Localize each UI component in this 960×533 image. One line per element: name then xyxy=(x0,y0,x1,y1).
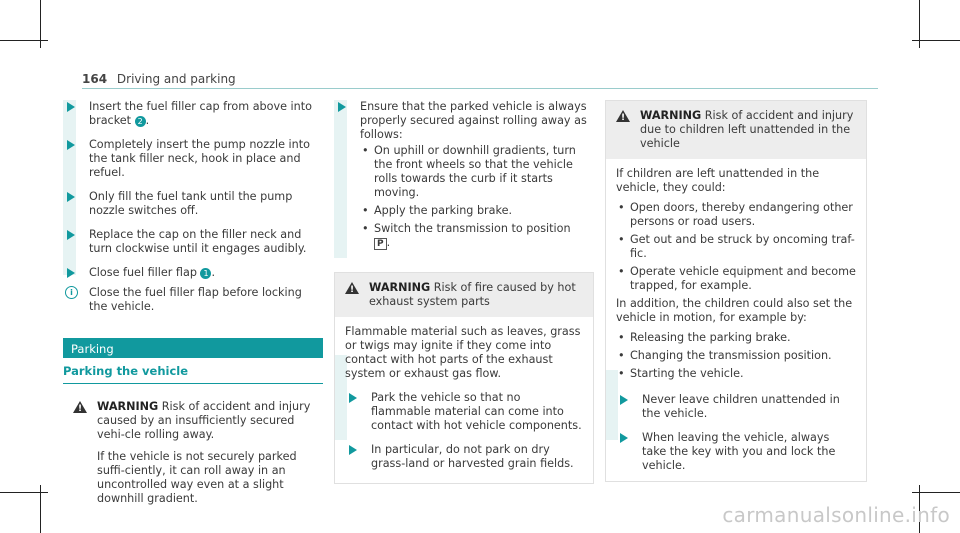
instruction-step: Replace the cap on the filler neck and turn clockwise until it engages audibly. xyxy=(63,228,323,256)
section-heading: Parking xyxy=(63,338,323,358)
subheading: Parking the vehicle xyxy=(63,364,323,384)
warning-box xyxy=(334,272,594,484)
warning-box xyxy=(605,100,867,482)
warning-icon xyxy=(73,401,87,413)
instruction-step: Insert the fuel filler cap from above into bracket 2 . xyxy=(63,100,323,128)
list-item: • Releasing the parking brake. xyxy=(616,331,856,345)
instruction-step: Only fill the fuel tank until the pump nozzle switches off. xyxy=(63,190,323,218)
arrow-icon xyxy=(620,433,628,443)
arrow-icon xyxy=(67,230,75,240)
instruction-step: In particular, do not park on dry grass-land or harvested grain fields. xyxy=(345,443,583,471)
warning-header: ! WARNING Risk of accident and injury caused by an insufficiently secured vehi-cle rolling away. xyxy=(63,400,323,450)
page-title: Driving and parking xyxy=(116,72,236,86)
transmission-p-icon: P xyxy=(374,238,387,250)
instruction-step: Park the vehicle so that no flammable material can come into contact with hot vehicle components. xyxy=(345,391,583,433)
warning-icon xyxy=(345,282,359,294)
warning-header: ! WARNING Risk of accident and injury due to children left unattended in the vehicle xyxy=(606,101,866,159)
column-middle xyxy=(334,100,594,484)
warning-body: Flammable material such as leaves, grass or twigs may ignite if they come into contact with hot parts of the exhaust system or exhaust gas flow. Park the vehicle so that no flammable material can come into contact with hot vehicle components. In particular, do not park on dry grass-land or harvested grain fields. xyxy=(345,325,582,470)
crop-mark xyxy=(0,492,48,493)
arrow-icon xyxy=(67,102,75,112)
list-item: • On uphill or downhill gradients, turn the front wheels so that the vehicle rolls towards the curb if it starts moving. xyxy=(360,144,594,200)
list-item: • Apply the parking brake. xyxy=(360,204,594,218)
list-item: • Switch the transmission to position P . xyxy=(360,222,594,250)
bullet-list xyxy=(616,201,856,293)
list-item: • Get out and be struck by oncoming traf-fic. xyxy=(616,233,856,261)
arrow-icon xyxy=(349,445,357,455)
instruction-step: Never leave children unattended in the vehicle. xyxy=(616,393,856,421)
list-item: • Open doors, thereby endangering other persons or road users. xyxy=(616,201,856,229)
crop-mark xyxy=(0,40,48,41)
instruction-step: Ensure that the parked vehicle is always properly secured against rolling away as follows: • On uphill or downhill gradients, turn the front wheels so that the vehicle rolls towards the curb if it starts moving. • Apply the parking brake. • Switch the transmission to position P . xyxy=(334,100,594,250)
list-item: • Starting the vehicle. xyxy=(616,367,856,381)
arrow-icon xyxy=(338,102,346,112)
column-left xyxy=(63,100,323,514)
bullet-list xyxy=(616,331,856,381)
arrow-icon xyxy=(67,192,75,202)
info-note: i Close the fuel filler flap before locking the vehicle. xyxy=(63,286,323,314)
crop-mark xyxy=(912,492,960,493)
instruction-step: Completely insert the pump nozzle into the tank filler neck, hook in place and refuel. xyxy=(63,138,323,180)
arrow-icon xyxy=(67,268,75,278)
info-icon: i xyxy=(65,286,78,299)
header-divider xyxy=(82,88,878,89)
arrow-icon xyxy=(67,140,75,150)
bullet-list xyxy=(360,144,594,250)
crop-mark xyxy=(912,40,960,41)
arrow-icon xyxy=(349,393,357,403)
instruction-step: Close fuel filler flap 1 . xyxy=(63,266,323,280)
callout-badge: 2 xyxy=(135,116,146,127)
warning-header: ! WARNING Risk of fire caused by hot exhaust system parts xyxy=(335,273,593,317)
warning-body: If the vehicle is not securely parked suffi-ciently, it can roll away in an uncontrolled way even at a slight downhill gradient. xyxy=(97,450,297,505)
list-item: • Operate vehicle equipment and become trapped, for example. xyxy=(616,265,856,293)
watermark: carmanualsonline.info xyxy=(722,503,950,527)
instruction-step: When leaving the vehicle, always take the key with you and lock the vehicle. xyxy=(616,431,856,473)
page-number: 164 xyxy=(82,72,108,86)
warning-body: If children are left unattended in the vehicle, they could: • Open doors, thereby endangering other persons or road users. • Get out and be struck by oncoming traf-fic. • Operate vehicle equipment and become trapped, for example. In addition, the children could also set the vehicle in motion, for example by: • Releasing the parking brake. • Changing the transmission position. • Starting the vehicle. Never leave children unattended in the vehicle. When leaving the vehicle, always take the key with you and lock the vehicle. xyxy=(606,159,866,481)
arrow-icon xyxy=(620,395,628,405)
callout-badge: 1 xyxy=(200,268,211,279)
warning-box xyxy=(63,400,323,514)
page-header xyxy=(82,72,236,86)
warning-icon xyxy=(616,110,630,122)
column-right xyxy=(605,100,867,482)
list-item: • Changing the transmission position. xyxy=(616,349,856,363)
